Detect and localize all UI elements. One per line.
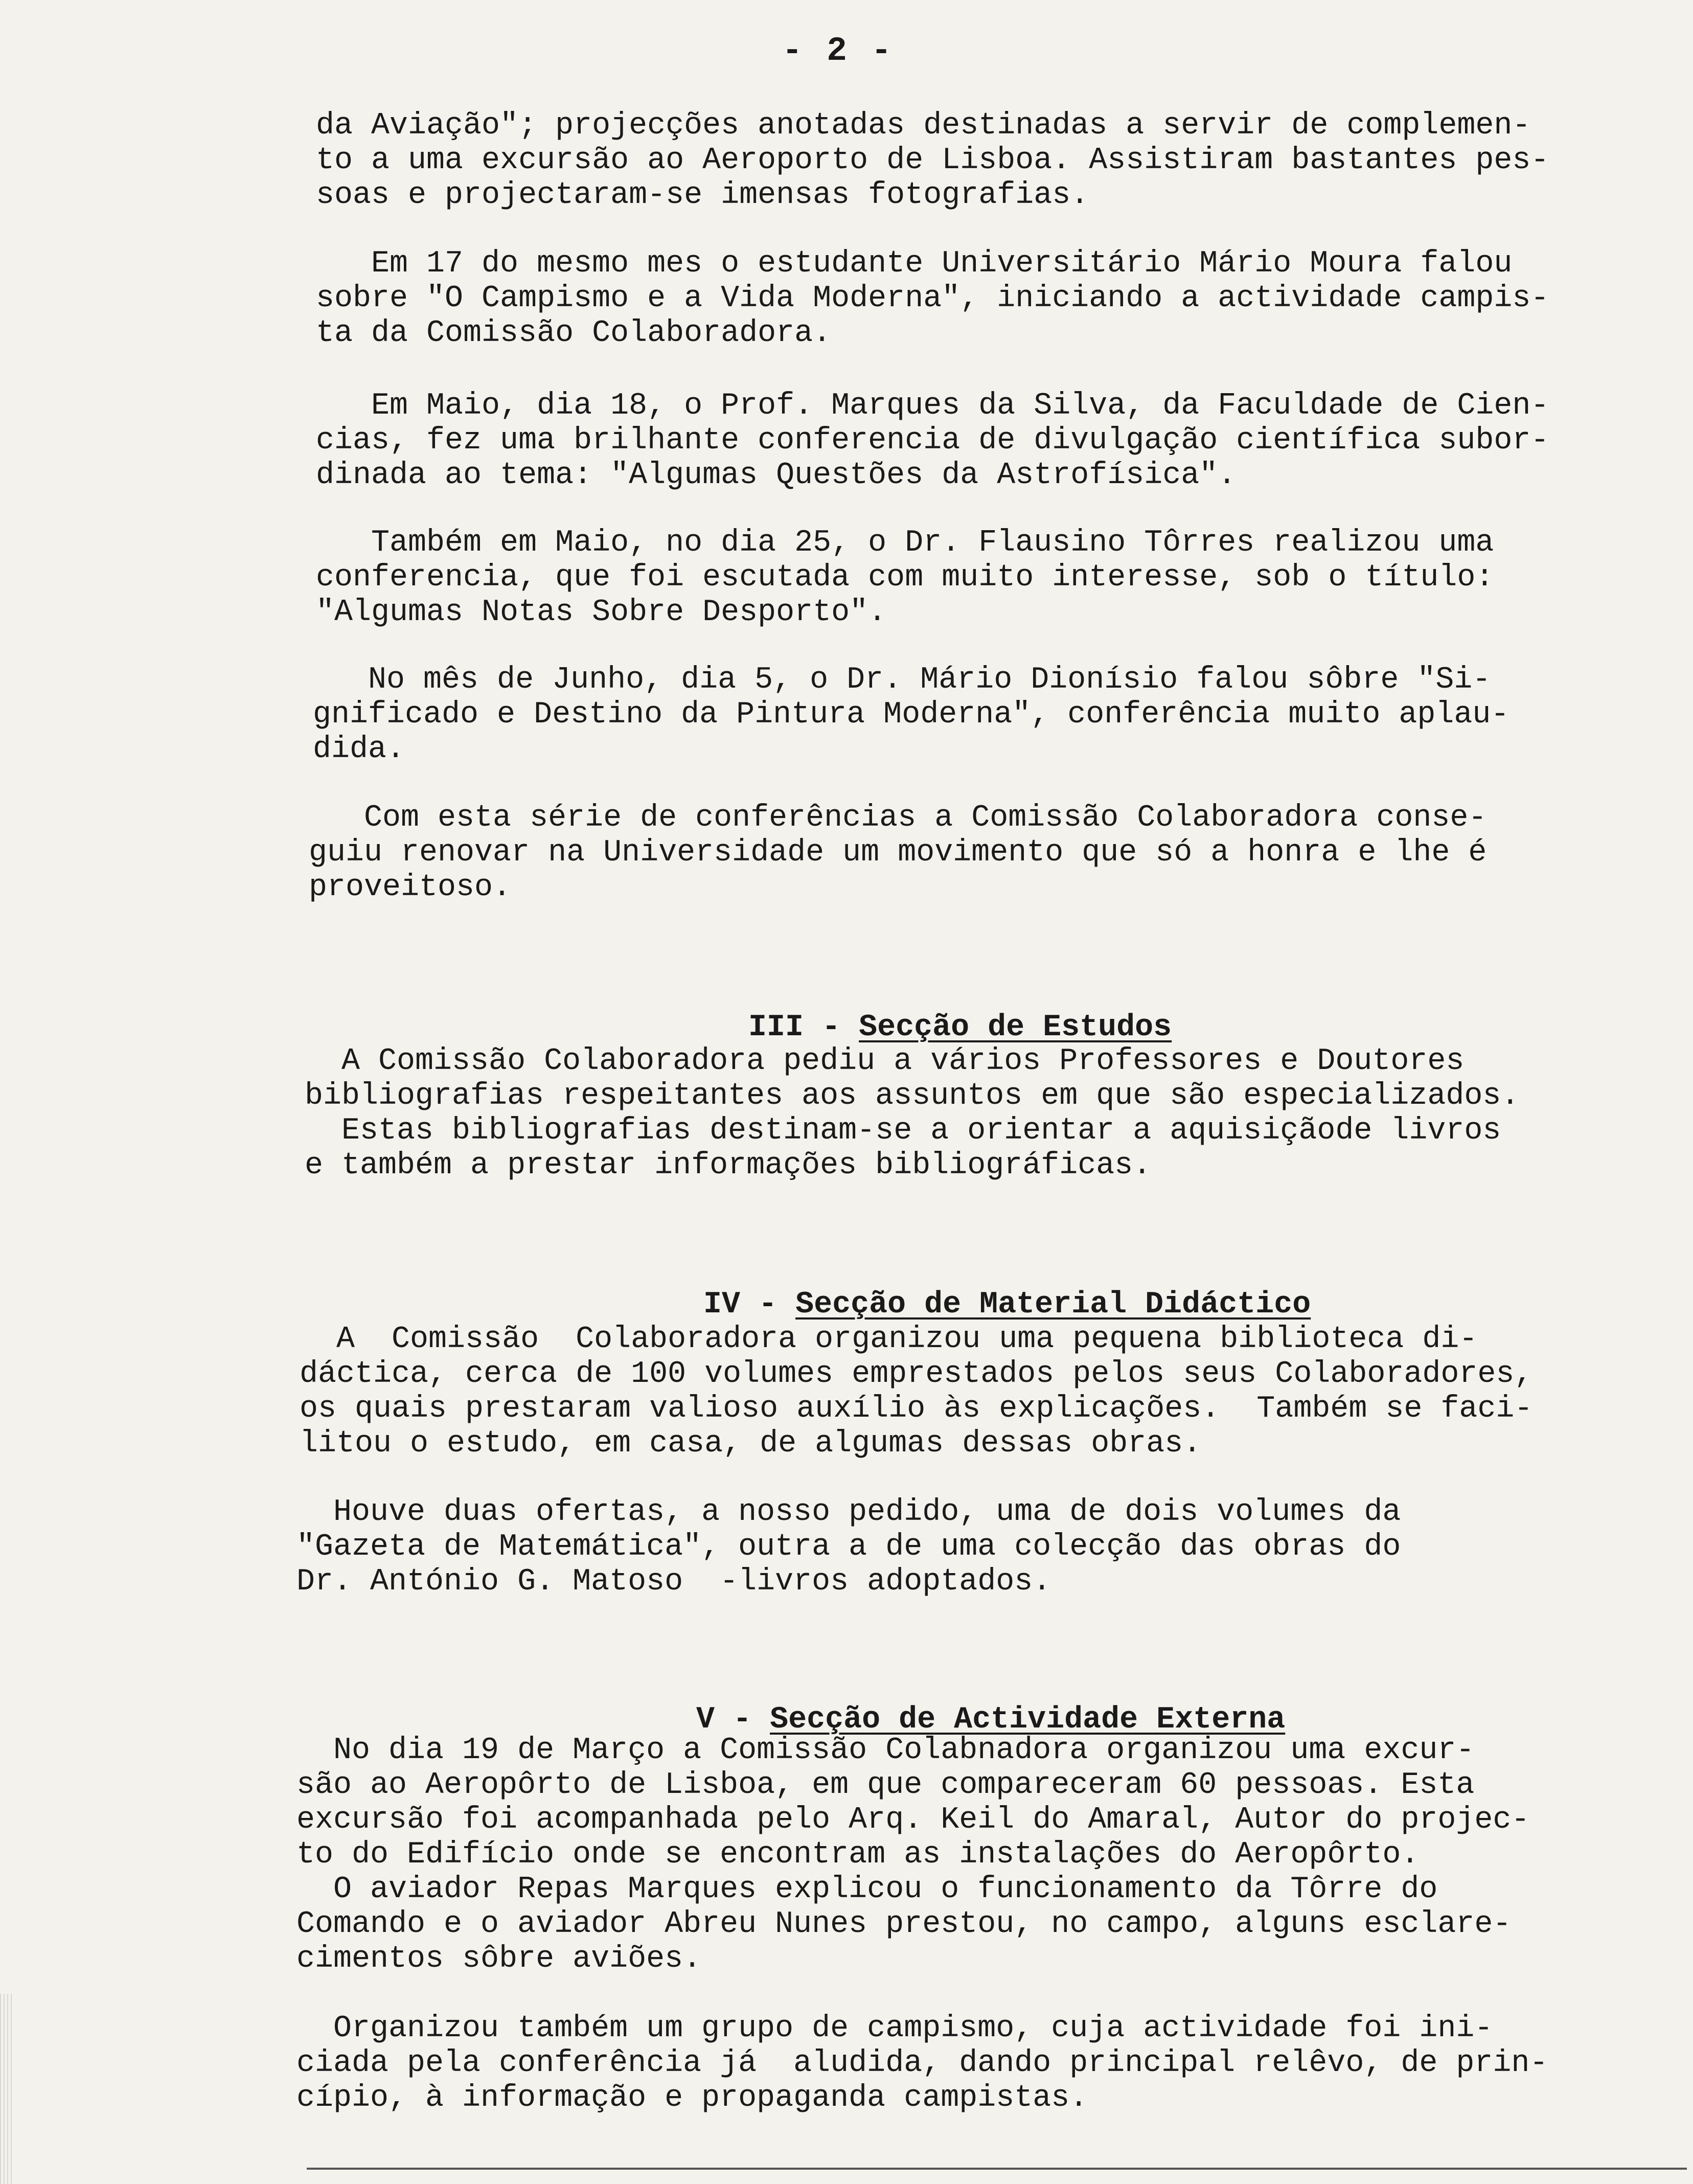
- paragraph-campismo-talk: Em 17 do mesmo mes o estudante Universitário Mário Moura falou sobre "O Campismo e a Vida Moderna", iniciando a actividade campis- ta da Comissão Colaboradora.: [316, 246, 1549, 351]
- section-title: Secção de Estudos: [859, 1010, 1172, 1045]
- paragraph-ofertas: Houve duas ofertas, a nosso pedido, uma de dois volumes da "Gazeta de Matemática", outra a de uma colecção das obras do Dr. António G. Matoso -livros adoptados.: [296, 1495, 1401, 1599]
- paragraph-excursao-aeroporto: No dia 19 de Março a Comissão Colabnadora organizou uma excur- são ao Aeropôrto de Lisboa, em que compareceram 60 pessoas. Esta excursão foi acompanhada pelo Arq. Keil do Amaral, Autor do projec- to do Edifício onde se encontram as instalações do Aeropôrto. O aviador Repas Marques explicou o funcionamento da Tôrre do Comando e o aviador Abreu Nunes prestou, no campo, alguns esclare- cimentos sôbre aviões.: [296, 1733, 1530, 1976]
- bottom-rule: [307, 2168, 1687, 2170]
- paragraph-pintura-talk: No mês de Junho, dia 5, o Dr. Mário Dionísio falou sôbre "Si- gnificado e Destino da Pintura Moderna", conferência muito aplau- dida.: [313, 663, 1509, 767]
- page-number: - 2 -: [782, 32, 894, 70]
- section-numeral: IV -: [703, 1287, 796, 1322]
- scan-edge-artifact: [0, 1994, 14, 2184]
- paragraph-conferences-summary: Com esta série de conferências a Comissão Colaboradora conse- guiu renovar na Universidade um movimento que só a honra e lhe é proveitoso.: [309, 801, 1487, 905]
- section-numeral: III -: [748, 1010, 859, 1045]
- paragraph-aviation-projections: da Aviação"; projecções anotadas destinadas a servir de complemen- to a uma excursão ao Aeroporto de Lisboa. Assistiram bastantes pes- soas e projectaram-se imensas fotografias.: [316, 108, 1549, 213]
- section-title: Secção de Actividade Externa: [770, 1702, 1286, 1737]
- paragraph-astrofisica-talk: Em Maio, dia 18, o Prof. Marques da Silva, da Faculdade de Cien- cias, fez uma brilhante conferencia de divulgação científica subor- dinada ao tema: "Algumas Questões da Astrofísica".: [316, 389, 1549, 493]
- paragraph-bibliografias: A Comissão Colaboradora pediu a vários Professores e Doutores bibliografias respeitantes aos assuntos em que são especializados. Estas bibliografias destinam-se a orientar a aquisiçãode livros e também a prestar informações bibliográficas.: [305, 1044, 1520, 1183]
- paragraph-grupo-campismo: Organizou também um grupo de campismo, cuja actividade foi ini- ciada pela conferência já aludida, dando principal relêvo, de prin- cípio, à informação e propaganda campistas.: [296, 2011, 1548, 2115]
- section-numeral: V -: [696, 1702, 770, 1737]
- paragraph-biblioteca-didactica: A Comissão Colaboradora organizou uma pequena biblioteca di- dáctica, cerca de 100 volumes emprestados pelos seus Colaboradores, os quais prestaram valioso auxílio às explicações. Também se faci- litou o estudo, em casa, de algumas dessas obras.: [300, 1322, 1533, 1461]
- paragraph-desporto-talk: Também em Maio, no dia 25, o Dr. Flausino Tôrres realizou uma conferencia, que foi escutada com muito interesse, sob o título: "Algumas Notas Sobre Desporto".: [316, 526, 1494, 630]
- section-title: Secção de Material Didáctico: [795, 1287, 1311, 1322]
